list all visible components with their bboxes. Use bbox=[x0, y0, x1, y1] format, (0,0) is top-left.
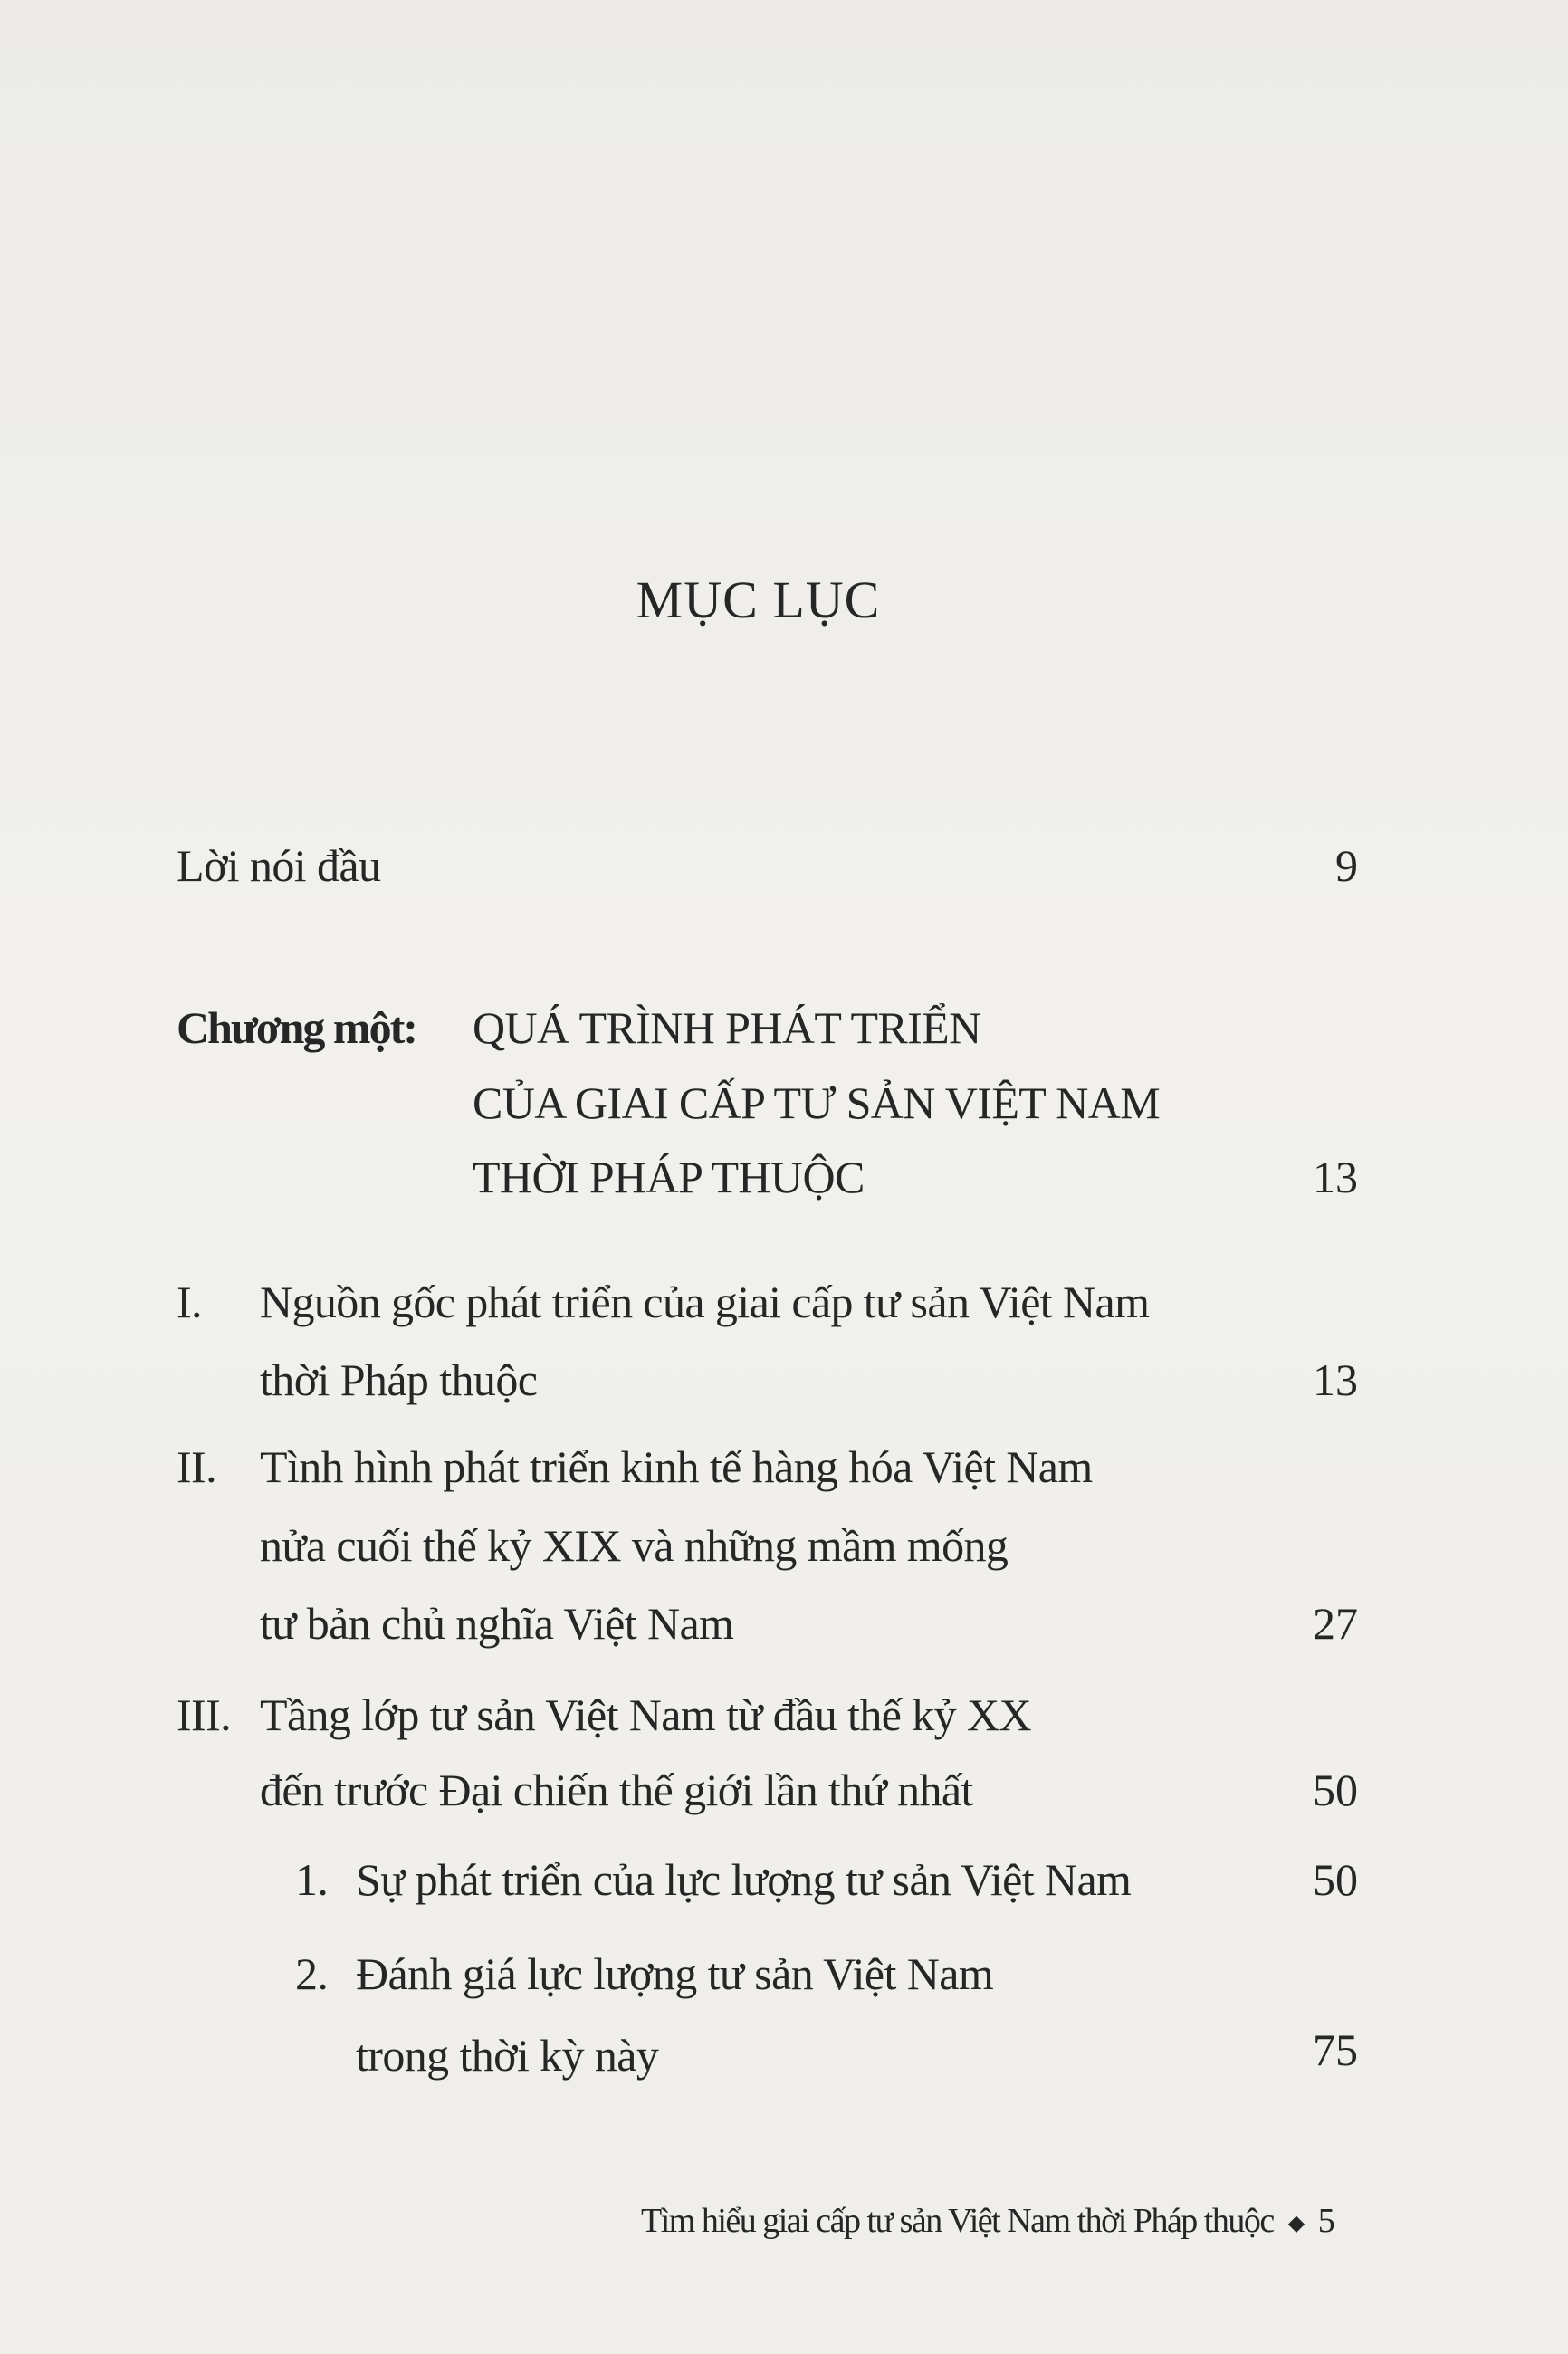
diamond-separator-icon: ◆ bbox=[1287, 2212, 1304, 2236]
chapter-title-line: THỜI PHÁP THUỘC bbox=[473, 1152, 865, 1202]
entry-page: 50 bbox=[1313, 1854, 1358, 1905]
entry-label: Lời nói đầu bbox=[177, 840, 381, 891]
footer-book-title: Tìm hiểu giai cấp tư sản Việt Nam thời Pháp thuộc bbox=[641, 2202, 1274, 2240]
section-number: I. bbox=[177, 1277, 202, 1327]
entry-page: 13 bbox=[1313, 1152, 1358, 1202]
subsection-number: 2. bbox=[295, 1948, 329, 1999]
footer-page-number: 5 bbox=[1317, 2202, 1335, 2240]
subsection-title-line: trong thời kỳ này bbox=[356, 2030, 659, 2081]
running-footer bbox=[641, 2200, 1335, 2244]
entry-page: 9 bbox=[1335, 840, 1358, 891]
entry-page: 13 bbox=[1313, 1354, 1358, 1405]
chapter-title-line: CỦA GIAI CẤP TƯ SẢN VIỆT NAM bbox=[473, 1077, 1161, 1128]
chapter-prefix: Chương một: bbox=[177, 1002, 416, 1053]
section-title-line: Tầng lớp tư sản Việt Nam từ đầu thế kỷ XX bbox=[260, 1689, 1031, 1740]
section-title-line: Tình hình phát triển kinh tế hàng hóa Việt Nam bbox=[260, 1441, 1093, 1492]
section-title-line: tư bản chủ nghĩa Việt Nam bbox=[260, 1598, 734, 1649]
entry-page: 75 bbox=[1313, 2024, 1358, 2075]
section-title-line: nửa cuối thế kỷ XIX và những mầm mống bbox=[260, 1520, 1009, 1571]
entry-page: 50 bbox=[1313, 1765, 1358, 1815]
section-title-line: đến trước Đại chiến thế giới lần thứ nhất bbox=[260, 1765, 973, 1815]
section-number: II. bbox=[177, 1441, 217, 1492]
subsection-title-line: Đánh giá lực lượng tư sản Việt Nam bbox=[356, 1948, 994, 1999]
chapter-title-line: QUÁ TRÌNH PHÁT TRIỂN bbox=[473, 1002, 981, 1053]
entry-page: 27 bbox=[1313, 1598, 1358, 1649]
section-number: III. bbox=[177, 1689, 232, 1740]
subsection-title-line: Sự phát triển của lực lượng tư sản Việt Nam bbox=[356, 1854, 1132, 1905]
toc-title: MỤC LỤC bbox=[636, 570, 881, 629]
subsection-number: 1. bbox=[295, 1854, 329, 1905]
section-title-line: thời Pháp thuộc bbox=[260, 1354, 538, 1405]
section-title-line: Nguồn gốc phát triển của giai cấp tư sản Việt Nam bbox=[260, 1277, 1150, 1327]
